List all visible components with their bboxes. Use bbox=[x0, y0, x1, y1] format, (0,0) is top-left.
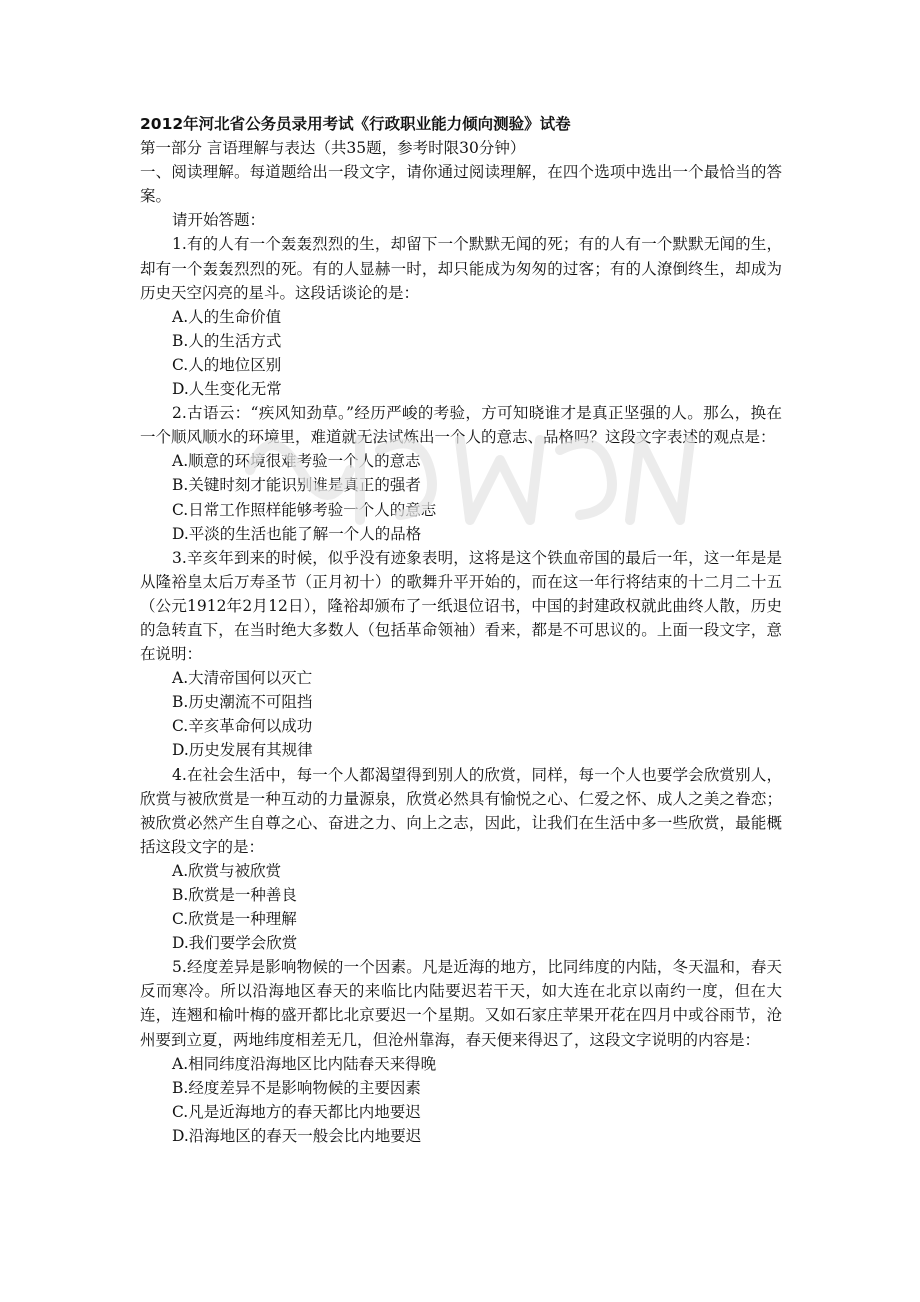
option-a: A.顺意的环境很难考验一个人的意志 bbox=[172, 452, 421, 471]
option-b: B.经度差异不是影响物候的主要因素 bbox=[172, 1078, 421, 1097]
option-b: B.关键时刻才能识别谁是真正的强者 bbox=[172, 476, 421, 495]
question-1 bbox=[140, 232, 782, 401]
section-instruction: 一、阅读理解。每道题给出一段文字，请你通过阅读理解，在四个选项中选出一个最恰当的答案。 bbox=[140, 163, 782, 206]
option-a: A.欣赏与被欣赏 bbox=[172, 861, 282, 880]
option-d: D.平淡的生活也能了解一个人的品格 bbox=[172, 524, 422, 543]
option-d: D.沿海地区的春天一般会比内地要迟 bbox=[172, 1126, 422, 1145]
question-stem: 2.古语云：“疾风知劲草。”经历严峻的考验，方可知晓谁才是真正坚强的人。那么，换在一个顺风顺水的环境里，难道就无法试炼出一个人的意志、品格吗？这段文字表述的观点是： bbox=[140, 404, 782, 447]
question-stem: 1.有的人有一个轰轰烈烈的生，却留下一个默默无闻的死；有的人有一个默默无闻的生，却有一个轰轰烈烈的死。有的人显赫一时，却只能成为匆匆的过客；有的人潦倒终生，却成为历史天空闪亮的星斗。这段话谈论的是： bbox=[140, 235, 782, 302]
document-page bbox=[140, 112, 782, 1148]
question-stem: 4.在社会生活中，每一个人都渴望得到别人的欣赏，同样，每一个人也要学会欣赏别人，欣赏与被欣赏是一种互动的力量源泉，欣赏必然具有愉悦之心、仁爱之怀、成人之美之眷恋；被欣赏必然产生自尊之心、奋进之力、向上之志，因此，让我们在生活中多一些欣赏，最能概括这段文字的是： bbox=[140, 765, 782, 856]
question-2 bbox=[140, 401, 782, 546]
option-d: D.人生变化无常 bbox=[172, 380, 282, 399]
start-prompt: 请开始答题： bbox=[172, 211, 266, 230]
option-a: A.相同纬度沿海地区比内陆春天来得晚 bbox=[172, 1054, 437, 1073]
option-b: B.历史潮流不可阻挡 bbox=[172, 693, 313, 712]
question-4 bbox=[140, 763, 782, 956]
question-stem: 5.经度差异是影响物候的一个因素。凡是近海的地方，比同纬度的内陆，冬天温和，春天反而寒冷。所以沿海地区春天的来临比内陆要迟若干天，如大连在北京以南约一度，但在大连，连翘和榆叶梅的盛开都比北京要迟一个星期。又如石家庄苹果开花在四月中或谷雨节，沧州要到立夏，两地纬度相差无几，但沧州靠海，春天便来得迟了，这段文字说明的内容是： bbox=[140, 958, 782, 1049]
option-d: D.我们要学会欣赏 bbox=[172, 934, 298, 953]
option-c: C.辛亥革命何以成功 bbox=[172, 717, 313, 736]
question-3 bbox=[140, 546, 782, 763]
option-c: C.欣赏是一种理解 bbox=[172, 910, 297, 929]
option-c: C.凡是近海地方的春天都比内地要迟 bbox=[172, 1102, 421, 1121]
part-heading: 第一部分 言语理解与表达（共35题，参考时限30分钟） bbox=[140, 139, 526, 158]
option-b: B.欣赏是一种善良 bbox=[172, 886, 297, 904]
option-d: D.历史发展有其规律 bbox=[172, 741, 313, 760]
option-a: A.大清帝国何以灭亡 bbox=[172, 669, 313, 688]
question-stem: 3.辛亥年到来的时候，似乎没有迹象表明，这将是这个铁血帝国的最后一年，这一年是是从隆裕皇太后万寿圣节（正月初十）的歌舞升平开始的，而在这一年行将结束的十二月二十五（公元1912年2月12日），隆裕却颁布了一纸退位诏书，中国的封建政权就此曲终人散，历史的急转直下，在当时绝大多数人（包括革命领袖）看来，都是不可思议的。上面一段文字，意在说明： bbox=[140, 548, 782, 664]
option-b: B.人的生活方式 bbox=[172, 331, 282, 350]
document-title: 2012年河北省公务员录用考试《行政职业能力倾向测验》试卷 bbox=[140, 115, 571, 133]
option-a: A.人的生命价值 bbox=[172, 307, 282, 326]
option-c: C.人的地位区别 bbox=[172, 355, 282, 374]
option-c: C.日常工作照样能够考验一个人的意志 bbox=[172, 500, 437, 519]
question-5 bbox=[140, 955, 782, 1148]
